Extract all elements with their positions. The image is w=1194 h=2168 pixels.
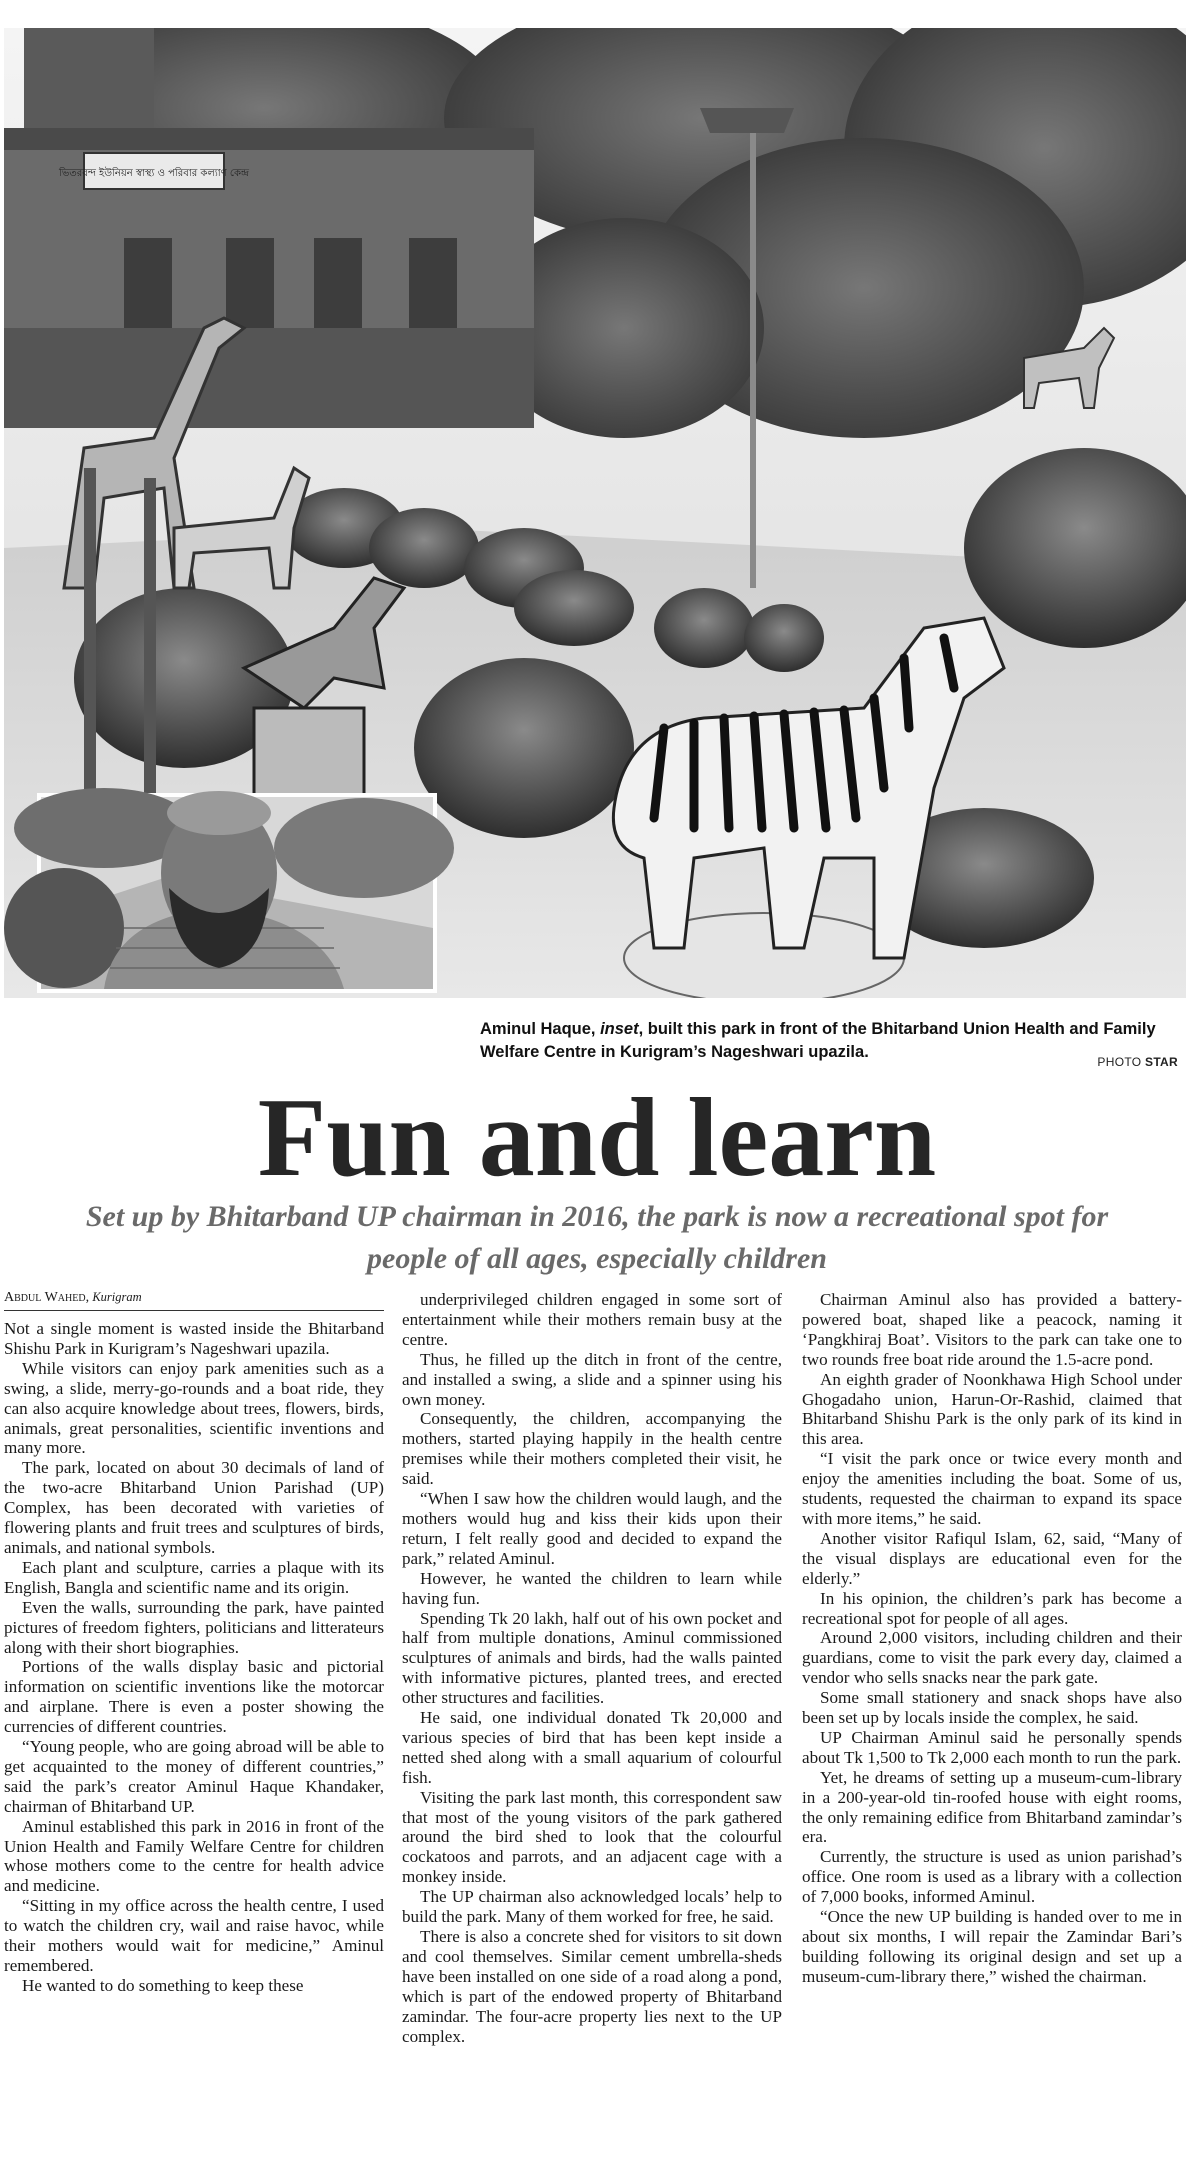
caption-text: Aminul Haque, (480, 1020, 601, 1038)
credit-source: STAR (1145, 1055, 1178, 1069)
headline: Fun and learn (257, 1076, 937, 1200)
article-paragraph: He said, one individual donated Tk 20,000 and various species of bird that has been kept inside a netted shed along with a small aquarium of colourful fish. (402, 1708, 782, 1787)
photo-caption (480, 1018, 1170, 1064)
credit-prefix: PHOTO (1097, 1055, 1146, 1069)
article-paragraph: Even the walls, surrounding the park, have painted pictures of freedom fighters, politicians and litterateurs along with their short biographies. (4, 1597, 384, 1657)
article-paragraph: Chairman Aminul also has provided a battery-powered boat, shaped like a peacock, naming it ‘Pangkhiraj Boat’. Visitors to the park can take one to two rounds free boat ride around the 1.5-acre pond. (802, 1290, 1182, 1369)
article-column-2 (402, 1290, 782, 2046)
article-paragraph: Portions of the walls display basic and pictorial information on scientific inventions like the motorcar and airplane. There is even a poster showing the currencies of different countries. (4, 1657, 384, 1737)
article-paragraph: However, he wanted the children to learn while having fun. (402, 1568, 782, 1608)
byline (4, 1288, 384, 1311)
photo-credit (1097, 1055, 1178, 1069)
article-paragraph: “Sitting in my office across the health centre, I used to watch the children cry, wail and raise havoc, while their mothers would wait for medicine,” Aminul remembered. (4, 1896, 384, 1975)
article-column-1 (4, 1288, 384, 1996)
article-paragraph: Not a single moment is wasted inside the Bhitarband Shishu Park in Kurigram’s Nageshwari upazila. (4, 1319, 384, 1358)
article-paragraph: Currently, the structure is used as union parishad’s office. One room is used as a library with a collection of 7,000 books, informed Aminul. (802, 1847, 1182, 1907)
article-paragraph: Some small stationery and snack shops have also been set up by locals inside the complex, he said. (802, 1688, 1182, 1728)
article-paragraph: He wanted to do something to keep these (22, 1975, 304, 1995)
article-paragraph: The park, located on about 30 decimals of land of the two-acre Bhitarband Union Parishad (UP) Complex, has been decorated with varieties of flowering plants and fruit trees and sculptures of birds, animals, and national symbols. (4, 1458, 384, 1557)
subheadline: Set up by Bhitarband UP chairman in 2016, the park is now a recreational spot for people of all ages, especially children (85, 1200, 1109, 1275)
caption-text-rest: , built this park in front of the Bhitarband Union Health and Family Welfare Centre in Kurigram’s Nageshwari upazila. (480, 1020, 1156, 1061)
article-paragraph: “Once the new UP building is handed over to me in about six months, I will repair the Zamindar Bari’s building following its original design and set up a museum-cum-library there,” wished the chairman. (802, 1907, 1182, 1986)
article-paragraph: Aminul established this park in 2016 in front of the Union Health and Family Welfare Centre for children whose mothers come to the centre for health advice and medicine. (4, 1816, 384, 1896)
article-paragraph: “Young people, who are going abroad will be able to get acquainted to the money of different countries,” said the park’s creator Aminul Haque Khandaker, chairman of Bhitarband UP. (4, 1737, 384, 1816)
signboard-text: ভিতরবন্দ ইউনিয়ন স্বাস্থ্য ও পরিবার কল্যাণ কেন্দ্র (58, 168, 250, 179)
article-paragraph: underprivileged children engaged in some sort of entertainment while their mothers remain busy at the centre. (402, 1290, 782, 1349)
article-paragraph: UP Chairman Aminul said he personally spends about Tk 1,500 to Tk 2,000 each month to run the park. (802, 1727, 1182, 1767)
article-paragraph: Another visitor Rafiqul Islam, 62, said, “Many of the visual displays are educational even for the elderly.” (802, 1528, 1182, 1588)
article-paragraph: Around 2,000 visitors, including children and their guardians, come to visit the park every day, claimed a vendor who sells snacks near the park gate. (802, 1628, 1182, 1688)
article-paragraph: The UP chairman also acknowledged locals’ help to build the park. Many of them worked for free, he said. (402, 1887, 782, 1927)
article-paragraph: Thus, he filled up the ditch in front of the centre, and installed a swing, a slide and a spinner using his own money. (402, 1349, 782, 1409)
article-paragraph: Visiting the park last month, this correspondent saw that most of the young visitors of the park gathered around the bird shed to look that the colourful cockatoos and parrots, and an adjacent cage with a monkey inside. (402, 1787, 782, 1887)
article-paragraph: “When I saw how the children would laugh, and the mothers would hug and kiss their kids upon their return, I felt really good and decided to expand the park,” related Aminul. (402, 1489, 782, 1568)
article-paragraph: Yet, he dreams of setting up a museum-cum-library in a 200-year-old tin-roofed house with eight rooms, the only remaining edifice from Bhitarband zamindar’s era. (802, 1767, 1182, 1847)
caption-inset-word: inset (600, 1020, 639, 1038)
byline-author: Abdul Wahed, (4, 1290, 90, 1305)
article-paragraph: Each plant and sculpture, carries a plaque with its English, Bangla and scientific name and its origin. (4, 1557, 384, 1597)
article-paragraph: Spending Tk 20 lakh, half out of his own pocket and half from multiple donations, Aminul commissioned sculptures of animals and birds, had the walls painted with informative pictures, planted trees, and erected other structures and facilities. (402, 1608, 782, 1708)
inset-photo (4, 788, 454, 993)
article-paragraph: An eighth grader of Noonkhawa High School under Ghogadaho union, Harun-Or-Rashid, claimed that Bhitarband Shishu Park is the only park of its kind in this area. (802, 1369, 1182, 1449)
article-paragraph: While visitors can enjoy park amenities such as a swing, a slide, merry-go-rounds and a boat ride, they can also acquire knowledge about trees, flowers, birds, animals, great personalities, scientific inventions and many more. (4, 1358, 384, 1458)
article-paragraph: Consequently, the children, accompanying the mothers, started playing happily in the health centre premises while their mothers completed their visit, he said. (402, 1409, 782, 1489)
article-paragraph: “I visit the park once or twice every month and enjoy the amenities including the boat. Some of us, students, requested the chairman to expand its space with more items,” he said. (802, 1449, 1182, 1528)
article-column-3 (802, 1290, 1182, 1987)
article-paragraph: In his opinion, the children’s park has become a recreational spot for people of all ages. (802, 1588, 1182, 1628)
byline-location: Kurigram (92, 1290, 142, 1304)
park-photo (4, 28, 1186, 998)
article-paragraph: There is also a concrete shed for visitors to sit down and cool themselves. Similar cement umbrella-sheds have been installed on one side of a road along a pond, which is part of the endowed property of Bhitarband zamindar. The four-acre property lies next to the UP complex. (402, 1927, 782, 2046)
